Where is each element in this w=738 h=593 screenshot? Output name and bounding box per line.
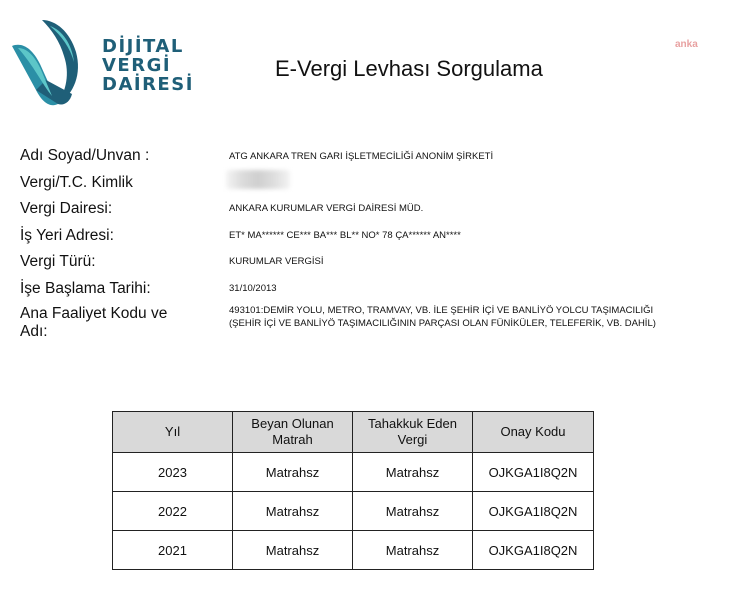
cell-declared: Matrahsz [233,492,353,531]
cell-year: 2022 [113,492,233,531]
cell-accrued: Matrahsz [353,492,473,531]
table-row [113,453,594,492]
logo-mark-icon [12,18,102,110]
logo-line-1: DİJİTAL [102,36,184,57]
logo-line-2: VERGİ [102,55,172,76]
activity-label-line-1: Ana Faaliyet Kodu ve [20,305,168,322]
table-row [113,492,594,531]
cell-year: 2023 [113,453,233,492]
table-header-row [113,412,594,453]
tax-type-label: Vergi Türü: [20,253,96,270]
cell-approval: OJKGA1I8Q2N [473,531,594,570]
cell-declared: Matrahsz [233,453,353,492]
cell-approval: OJKGA1I8Q2N [473,453,594,492]
activity-value-line-2: (ŞEHİR İÇİ VE BANLİYÖ TAŞIMACILIĞININ PARÇASI OLAN FÜNİKÜLER, TELEFERİK, VB. DAHİL) [229,318,656,329]
cell-declared: Matrahsz [233,531,353,570]
logo-wordmark [102,37,194,94]
logo-line-3: DAİRESİ [102,74,194,95]
tax-id-label: Vergi/T.C. Kimlik [20,174,133,191]
header-accrued-tax: Tahakkuk Eden Vergi [353,412,473,453]
dijital-vergi-dairesi-logo [12,18,194,110]
name-label: Adı Soyad/Unvan : [20,147,150,164]
name-value: ATG ANKARA TREN GARI İŞLETMECİLİĞİ ANONİM ŞİRKETİ [229,151,494,162]
activity-value-line-1: 493101:DEMİR YOLU, METRO, TRAMVAY, VB. İLE ŞEHİR İÇİ VE BANLİYÖ YOLCU TAŞIMACILIĞI [229,305,654,316]
header-year: Yıl [113,412,233,453]
cell-year: 2021 [113,531,233,570]
start-date-value: 31/10/2013 [229,283,277,294]
page-title: E-Vergi Levhası Sorgulama [275,56,543,81]
address-value: ET* MA****** CE*** BA*** BL** NO* 78 ÇA****** AN**** [229,230,461,241]
cell-approval: OJKGA1I8Q2N [473,492,594,531]
tax-office-value: ANKARA KURUMLAR VERGİ DAİRESİ MÜD. [229,203,424,214]
address-label: İş Yeri Adresi: [20,227,114,244]
header-approval-code: Onay Kodu [473,412,594,453]
activity-label-line-2: Adı: [20,323,48,340]
header-declared-base: Beyan Olunan Matrah [233,412,353,453]
tax-id-redacted [226,170,290,189]
tax-type-value: KURUMLAR VERGİSİ [229,256,324,267]
table-row [113,531,594,570]
tax-office-label: Vergi Dairesi: [20,200,113,217]
start-date-label: İşe Başlama Tarihi: [20,280,151,297]
watermark: anka [675,39,698,50]
cell-accrued: Matrahsz [353,453,473,492]
tax-history-table [112,411,594,570]
cell-accrued: Matrahsz [353,531,473,570]
